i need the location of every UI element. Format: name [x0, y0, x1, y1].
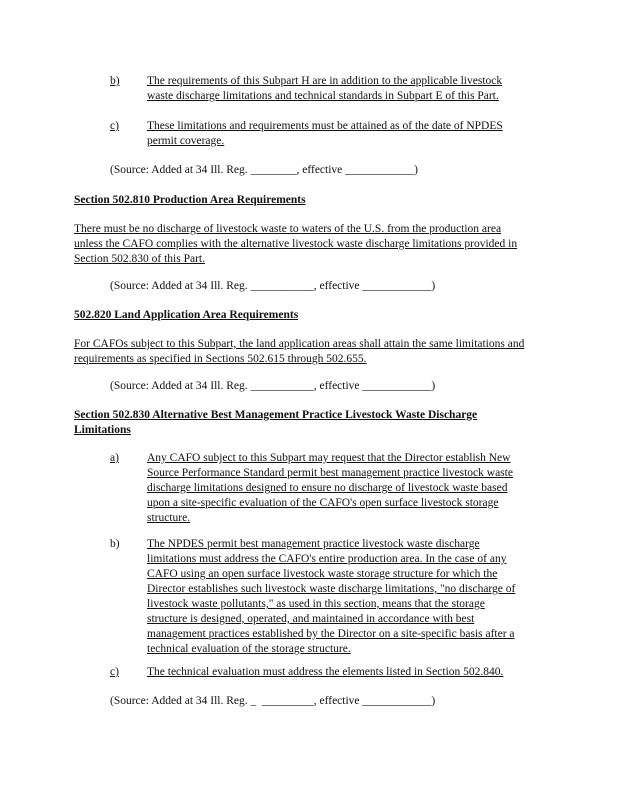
item-text-line: discharge limitations designed to ensure no discharge of livestock waste based [147, 482, 508, 494]
section-heading-502-820: 502.820 Land Application Area Requirements [74, 309, 299, 321]
item-text-line: These limitations and requirements must be attained as of the date of NPDES [147, 120, 503, 132]
body-line: unless the CAFO complies with the alternative livestock waste discharge limitations provided in [74, 238, 518, 250]
item-text-line: livestock waste pollutants," as used in this section, means that the storage [147, 598, 485, 610]
body-line: requirements as specified in Sections 502.615 through 502.655. [74, 353, 367, 365]
item-text-b-1 [147, 74, 547, 104]
body-line: There must be no discharge of livestock waste to waters of the U.S. from the production area [74, 223, 502, 235]
body-line: For CAFOs subject to this Subpart, the land application areas shall attain the same limitations and [74, 338, 525, 350]
item-label-c-1: c) [110, 120, 119, 132]
item-text-line: Director establishes such livestock waste discharge limitations, "no discharge of [147, 583, 516, 595]
item-text-line: upon a site-specific evaluation of the CAFO's open surface livestock storage [147, 497, 499, 509]
item-label-a: a) [110, 452, 119, 464]
item-text-c-2 [147, 665, 547, 680]
section-body-502-820 [74, 337, 544, 367]
source-note-2: (Source: Added at 34 Ill. Reg. ___________, effective ____________) [110, 280, 436, 292]
item-text-line: structure. [147, 512, 191, 524]
item-text-line: technical evaluation of the storage structure. [147, 643, 351, 655]
item-text-line: permit coverage. [147, 135, 225, 147]
item-text-line: CAFO using an open surface livestock waste storage structure for which the [147, 568, 498, 580]
item-text-line: Source Performance Standard permit best management practice livestock waste [147, 467, 513, 479]
item-label-b-2: b) [110, 538, 120, 550]
heading-line: Limitations [74, 424, 131, 436]
item-text-line: management practices established by the Director on a site-specific basis after a [147, 628, 515, 640]
section-heading-502-810: Section 502.810 Production Area Requirements [74, 194, 306, 206]
item-text-line: limitations must address the CAFO's entire production area. In the case of any [147, 553, 507, 565]
source-note-1: (Source: Added at 34 Ill. Reg. ________, effective ____________) [110, 164, 418, 176]
source-note-3: (Source: Added at 34 Ill. Reg. ___________, effective ____________) [110, 380, 436, 392]
item-text-line: waste discharge limitations and technical standards in Subpart E of this Part. [147, 90, 499, 102]
item-text-line: structure is designed, operated, and maintained in accordance with best [147, 613, 475, 625]
item-text-c-1 [147, 119, 547, 149]
section-body-502-810 [74, 222, 544, 267]
section-heading-502-830 [74, 408, 544, 438]
heading-line: Section 502.830 Alternative Best Management Practice Livestock Waste Discharge [74, 409, 478, 421]
source-note-4: (Source: Added at 34 Ill. Reg. _ _________, effective ____________) [110, 695, 436, 707]
item-text-b-2 [147, 537, 547, 672]
item-text-line: The technical evaluation must address the elements listed in Section 502.840. [147, 666, 504, 678]
item-text-line: The NPDES permit best management practice livestock waste discharge [147, 538, 480, 550]
body-line: Section 502.830 of this Part. [74, 253, 205, 265]
item-label-b-1: b) [110, 75, 120, 87]
item-text-line: The requirements of this Subpart H are in addition to the applicable livestock [147, 75, 503, 87]
item-text-a [147, 451, 547, 526]
item-text-line: Any CAFO subject to this Subpart may request that the Director establish New [147, 452, 511, 464]
item-label-c-2: c) [110, 666, 119, 678]
